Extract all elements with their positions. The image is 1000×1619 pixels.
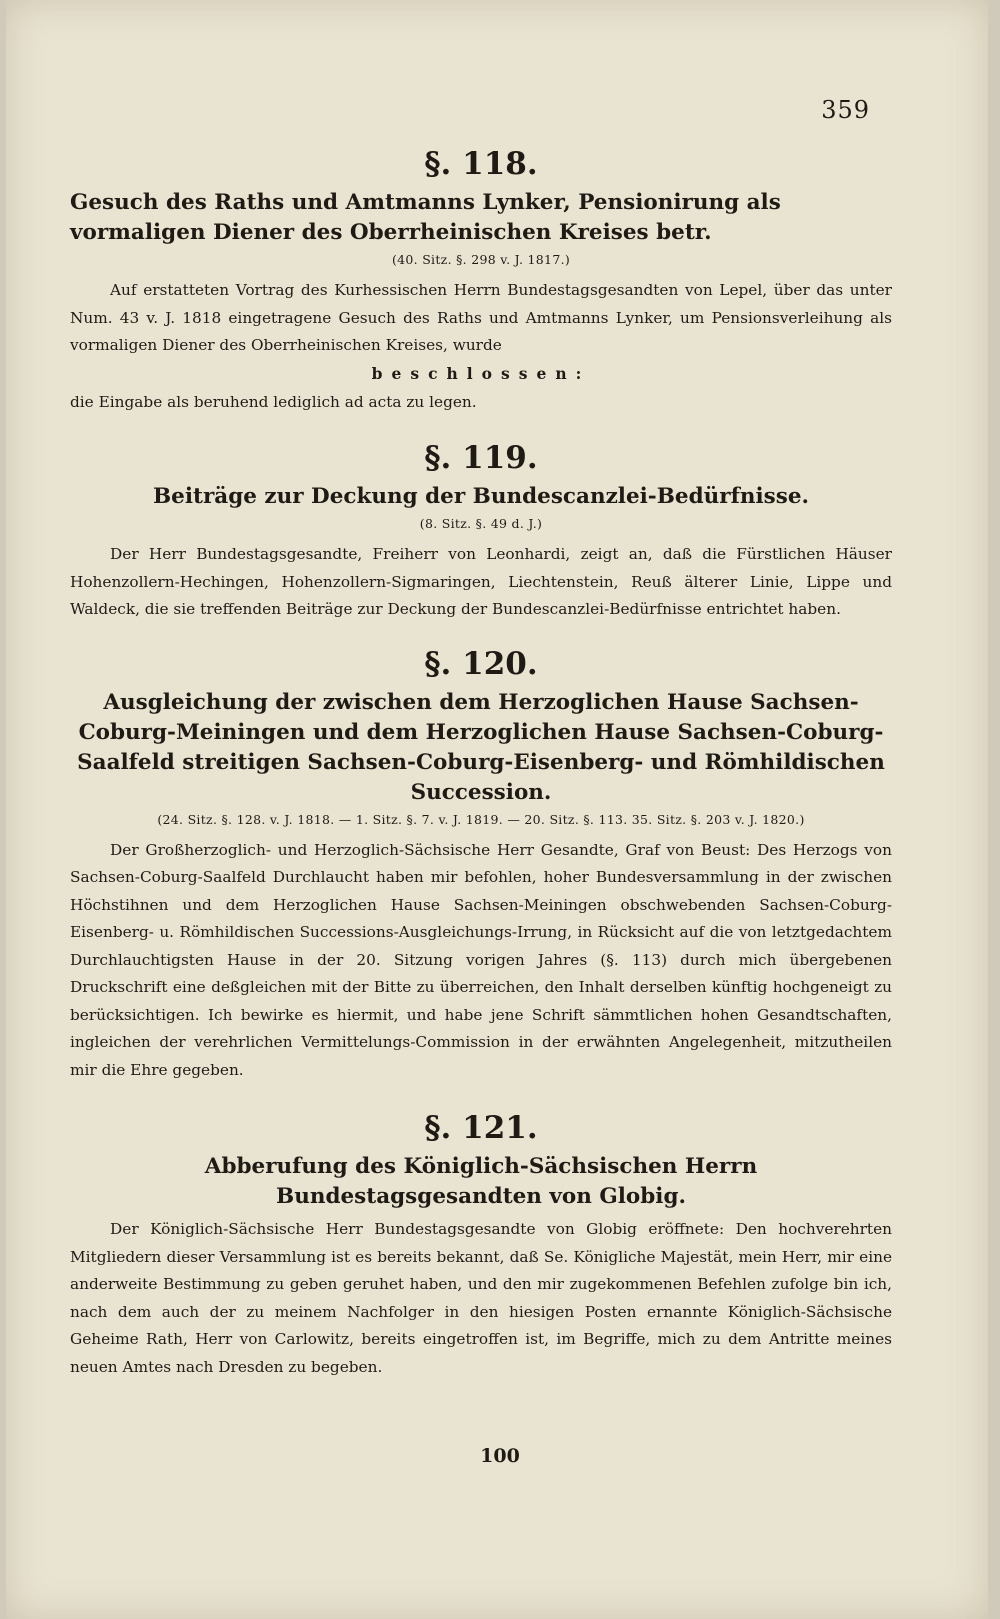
section-120	[70, 646, 892, 1085]
decision-text: die Eingabe als beruhend lediglich ad acta zu legen.	[70, 392, 477, 411]
printer-signature: 100	[480, 1445, 520, 1467]
section-title: Beiträge zur Deckung der Bundescanzlei-Bedürfnisse.	[153, 484, 809, 509]
section-paragraph: Der Königlich-Sächsische Herr Bundestagsgesandte von Globig eröffnete: Den hochverehrten Mitgliedern dieser Versammlung ist es bereits bekannt, daß Se. Königliche Majestät, mein Herr, mir eine anderweite Bestimmung zu geben geruhet haben, und den mir zugekommenen Befehlen zufolge bin ich, nach dem auch der zu meinem Nachfolger in den hiesigen Posten ernannte Königlich-Sächsische Geheime Rath, Herr von Carlowitz, bereits eingetroffen ist, im Begriffe, mich zu dem Antritte meines neuen Amtes nach Dresden zu begeben.	[70, 1220, 892, 1376]
section-118	[70, 146, 892, 416]
section-paragraph: Der Herr Bundestagsgesandte, Freiherr von Leonhardi, zeigt an, daß die Fürstlichen Häuser Hohenzollern-Hechingen, Hohenzollern-Sigmaringen, Liechtenstein, Reuß älterer Linie, Lippe und Waldeck, die sie treffenden Beiträge zur Deckung der Bundescanzlei-Bedürfnisse entrichtet haben.	[70, 545, 892, 618]
section-reference: (40. Sitz. §. 298 v. J. 1817.)	[391, 252, 571, 267]
section-number: §. 120.	[424, 645, 538, 682]
section-number: §. 119.	[424, 440, 538, 476]
section-reference: (24. Sitz. §. 128. v. J. 1818. — 1. Sitz. §. 7. v. J. 1819. — 20. Sitz. §. 113. 35. Sitz. §. 203 v. J. 1820.)	[157, 811, 805, 827]
section-title: Abberufung des Königlich-Sächsischen Herrn Bundestagsgesandten von Globig.	[204, 1154, 758, 1209]
page-number: 359	[821, 96, 870, 124]
section-number: §. 121.	[424, 1110, 538, 1146]
section-title: Ausgleichung der zwischen dem Herzoglichen Hause Sachsen-Coburg-Meiningen und dem Herzoglichen Hause Sachsen-Coburg-Saalfeld streitigen Sachsen-Coburg-Eisenberg- und Römhildischen Succession.	[77, 689, 885, 805]
section-paragraph: Der Großherzoglich- und Herzoglich-Sächsische Herr Gesandte, Graf von Beust: Des Herzogs von Sachsen-Coburg-Saalfeld Durchlaucht haben mir befohlen, hoher Bundesversammlung in der zwischen Höchstihnen und dem Herzoglichen Hause Sachsen-Meiningen obschwebenden Sachsen-Coburg-Eisenberg- u. Römhildischen Successions-Ausgleichungs-Irrung, in Rücksicht auf die von letztgedachtem Durchlauchtigsten Hause in der 20. Sitzung vorigen Jahres (§. 113) durch mich übergebenen Druckschrift eine deßgleichen mit der Bitte zu überreichen, den Inhalt derselben künftig hochgeneigt zu berücksichtigen. Ich bewirke es hiermit, und habe jene Schrift sämmtlichen hohen Gesandtschaften, ingleichen der verehrlichen Vermittelungs-Commission in der erwähnten Angelegenheit, mitzutheilen mir die Ehre gegeben.	[70, 840, 892, 1079]
section-number: §. 118.	[424, 146, 538, 182]
page-content	[70, 130, 892, 1381]
section-119	[70, 440, 892, 624]
section-title: Gesuch des Raths und Amtmanns Lynker, Pensionirung als vormaligen Diener des Oberrheinischen Kreises betr.	[70, 190, 781, 245]
section-121	[70, 1110, 892, 1381]
section-reference: (8. Sitz. §. 49 d. J.)	[419, 516, 543, 531]
book-page	[6, 0, 988, 1619]
resolution-heading: beschlossen:	[371, 363, 591, 383]
section-paragraph: Auf erstatteten Vortrag des Kurhessischen Herrn Bundestagsgesandten von Lepel, über das unter Num. 43 v. J. 1818 eingetragene Gesuch des Raths und Amtmanns Lynker, um Pensionsverleihung als vormaligen Diener des Oberrheinischen Kreises, wurde	[70, 281, 892, 354]
